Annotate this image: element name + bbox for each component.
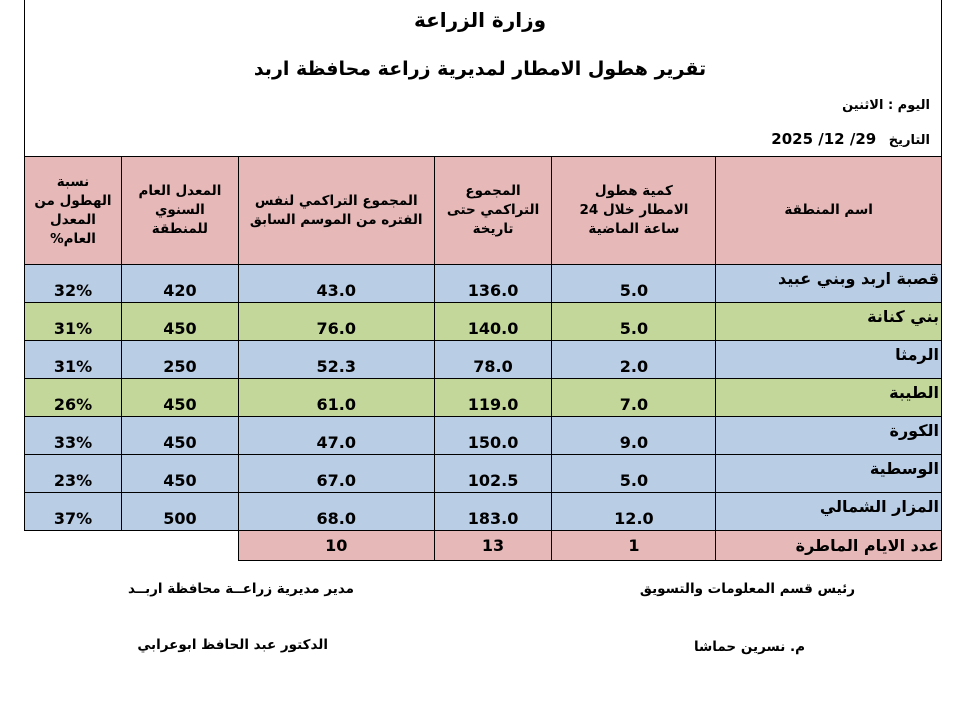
table-row — [25, 379, 942, 417]
table-row — [25, 417, 942, 455]
last24-value: 7.0 — [552, 379, 716, 417]
annual-avg-value: 450 — [121, 455, 238, 493]
table-row — [25, 265, 942, 303]
last24-value: 5.0 — [552, 455, 716, 493]
table-row — [25, 493, 942, 531]
last24-value: 5.0 — [552, 265, 716, 303]
col-prev-season: المجموع التراكمي لنفس الفتره من الموسم السابق — [238, 157, 434, 265]
table-header-row — [25, 157, 942, 265]
prev-season-value: 47.0 — [238, 417, 434, 455]
annual-avg-value: 500 — [121, 493, 238, 531]
col-last24: كمية هطول الامطار خلال 24 ساعة الماضية — [552, 157, 716, 265]
report-date — [771, 130, 930, 148]
prev-season-value: 43.0 — [238, 265, 434, 303]
empty-cell — [25, 531, 122, 561]
rainfall-table — [24, 156, 942, 561]
annual-avg-value: 250 — [121, 341, 238, 379]
prev-season-value: 61.0 — [238, 379, 434, 417]
cumulative-value: 136.0 — [434, 265, 552, 303]
cumulative-value: 102.5 — [434, 455, 552, 493]
prev-season-value: 52.3 — [238, 341, 434, 379]
col-pct: نسبة الهطول من المعدل العام% — [25, 157, 122, 265]
pct-value: 23% — [25, 455, 122, 493]
table-row — [25, 303, 942, 341]
last24-value: 9.0 — [552, 417, 716, 455]
rainy-days-cumulative: 13 — [434, 531, 552, 561]
table-row — [25, 341, 942, 379]
cumulative-value: 119.0 — [434, 379, 552, 417]
annual-avg-value: 450 — [121, 417, 238, 455]
last24-value: 2.0 — [552, 341, 716, 379]
empty-cell — [121, 531, 238, 561]
pct-value: 31% — [25, 341, 122, 379]
pct-value: 33% — [25, 417, 122, 455]
ministry-title: وزارة الزراعة — [413, 8, 547, 32]
rainy-days-last24: 1 — [552, 531, 716, 561]
report-day: اليوم : الاثنين — [842, 98, 930, 113]
region-name: المزار الشمالي — [716, 493, 942, 531]
director-title: مدير مديرية زراعــة محافظة اربــد — [128, 581, 354, 597]
date-value: 2025 /12 /29 — [771, 130, 877, 148]
last24-value: 5.0 — [552, 303, 716, 341]
region-name: بني كنانة — [716, 303, 942, 341]
rainy-days-label: عدد الايام الماطرة — [716, 531, 942, 561]
region-name: الرمثا — [716, 341, 942, 379]
col-region: اسم المنطقة — [716, 157, 942, 265]
director-name: الدكتور عبد الحافظ ابوعرابي — [137, 637, 328, 653]
table-row — [25, 455, 942, 493]
rainy-days-prev-season: 10 — [238, 531, 434, 561]
cumulative-value: 150.0 — [434, 417, 552, 455]
col-cumulative: المجموع التراكمي حتى تاريخة — [434, 157, 552, 265]
pct-value: 31% — [25, 303, 122, 341]
cumulative-value: 140.0 — [434, 303, 552, 341]
region-name: الوسطية — [716, 455, 942, 493]
rainy-days-row — [25, 531, 942, 561]
info-head-name: م. نسرين حماشا — [693, 639, 805, 655]
region-name: قصبة اربد وبني عبيد — [716, 265, 942, 303]
annual-avg-value: 450 — [121, 303, 238, 341]
pct-value: 37% — [25, 493, 122, 531]
prev-season-value: 76.0 — [238, 303, 434, 341]
cumulative-value: 78.0 — [434, 341, 552, 379]
pct-value: 32% — [25, 265, 122, 303]
last24-value: 12.0 — [552, 493, 716, 531]
col-annual-avg: المعدل العام السنوي للمنطقة — [121, 157, 238, 265]
pct-value: 26% — [25, 379, 122, 417]
date-label: التاريخ — [888, 133, 930, 148]
prev-season-value: 67.0 — [238, 455, 434, 493]
annual-avg-value: 450 — [121, 379, 238, 417]
region-name: الكورة — [716, 417, 942, 455]
report-title: تقرير هطول الامطار لمديرية زراعة محافظة اربد — [253, 58, 707, 80]
prev-season-value: 68.0 — [238, 493, 434, 531]
info-head-title: رئيس قسم المعلومات والتسويق — [639, 581, 855, 597]
annual-avg-value: 420 — [121, 265, 238, 303]
cumulative-value: 183.0 — [434, 493, 552, 531]
region-name: الطيبة — [716, 379, 942, 417]
